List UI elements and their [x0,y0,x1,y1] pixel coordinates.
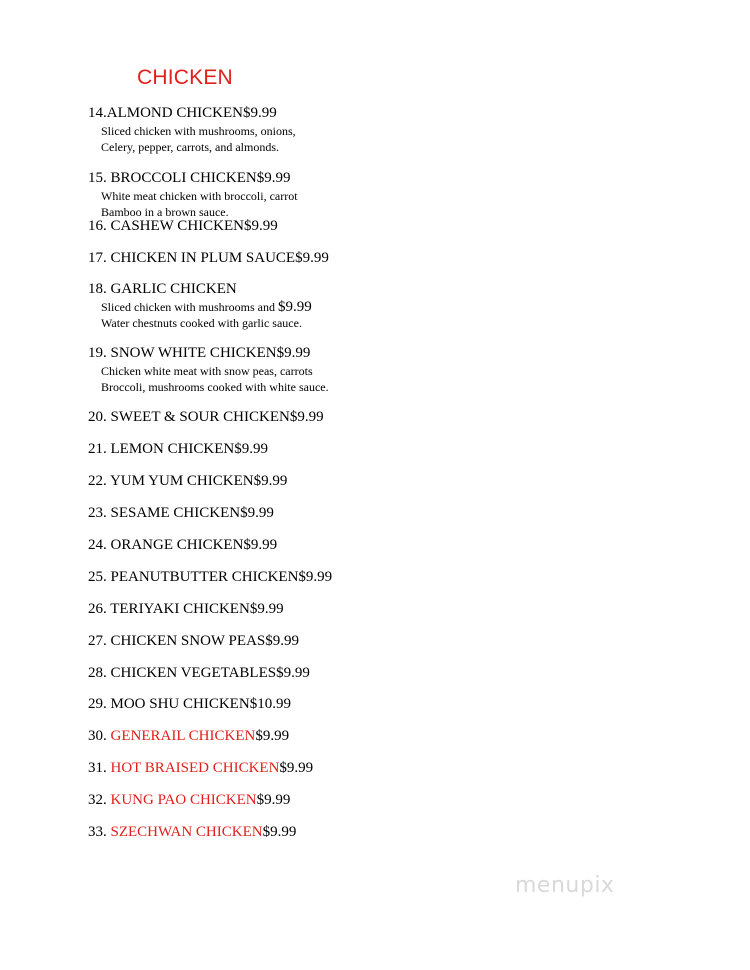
item-number: 30. [88,728,111,744]
item-name: MOO SHU CHICKEN [110,696,250,712]
menu-item-almond-chicken [88,104,296,155]
item-name: GARLIC CHICKEN [110,281,237,297]
item-description: Sliced chicken with mushrooms and [101,300,275,314]
item-name: GENERAIL CHICKEN [110,728,256,744]
menu-item-chicken-snow-peas [88,632,299,651]
item-number: 28. [88,665,111,681]
item-name: PEANUTBUTTER CHICKEN [110,569,299,585]
item-price: $9.99 [255,728,290,744]
item-name: CHICKEN IN PLUM SAUCE [110,250,296,266]
menu-item-sweet-sour-chicken [88,408,324,427]
menu-item-orange-chicken [88,536,277,555]
item-price: $9.99 [256,170,291,186]
item-price: $9.99 [298,569,333,585]
item-name: YUM YUM CHICKEN [109,473,254,489]
menu-item-generail-chicken [88,727,289,746]
menu-item-peanutbutter-chicken [88,568,332,587]
item-number: 19. [88,345,111,361]
item-number: 15. [88,170,111,186]
item-name: CHICKEN SNOW PEAS [110,633,266,649]
menu-item-broccoli-chicken [88,169,298,220]
item-number: 17. [88,250,111,266]
item-name: CHICKEN VEGETABLES [110,665,277,681]
item-number: 31. [88,760,111,776]
item-name: SWEET & SOUR CHICKEN [110,409,290,425]
item-number: 23. [88,505,111,521]
item-price: $9.99 [276,345,311,361]
item-description: Sliced chicken with mushrooms, onions, [101,124,296,138]
menu-item-kung-pao-chicken [88,791,290,810]
item-price: $9.99 [234,441,268,457]
item-description: Chicken white meat with snow peas, carrots [101,364,313,378]
menu-item-chicken-vegetables [88,664,310,683]
item-price: $9.99 [243,218,278,234]
menu-item-sesame-chicken [88,504,274,523]
item-name: CASHEW CHICKEN [110,218,244,234]
item-number: 25. [88,569,111,585]
menu-item-garlic-chicken [88,280,312,331]
item-price: $9.99 [243,105,277,121]
item-price: $9.99 [277,299,312,315]
item-number: 29. [88,696,111,712]
item-name: SNOW WHITE CHICKEN [110,345,277,361]
item-price: $9.99 [295,250,329,266]
item-description: Bamboo in a brown sauce. [101,205,229,219]
item-name: ORANGE CHICKEN [110,537,244,553]
item-number: 22. [88,473,110,489]
item-price: $9.99 [276,665,310,681]
item-price: $9.99 [243,537,278,553]
item-number: 14. [88,105,107,121]
item-number: 16. [88,218,111,234]
item-number: 18. [88,281,111,297]
item-description: White meat chicken with broccoli, carrot [101,189,298,203]
item-name: SZECHWAN CHICKEN [110,824,263,840]
menu-item-yum-yum-chicken [88,472,287,491]
item-number: 21. [88,441,111,457]
item-number: 33. [88,824,111,840]
item-number: 24. [88,537,111,553]
item-number: 32. [88,792,111,808]
item-price: $9.99 [253,473,288,489]
item-price: $9.99 [265,633,299,649]
item-name: ALMOND CHICKEN [106,105,243,121]
menu-item-cashew-chicken [88,217,278,236]
menupix-watermark: menupix [515,873,615,898]
item-number: 20. [88,409,111,425]
item-price: $9.99 [289,409,324,425]
item-price: $9.99 [262,824,297,840]
page-title: CHICKEN [137,66,233,89]
item-price: $9.99 [249,601,284,617]
item-description: Water chestnuts cooked with garlic sauce. [101,316,302,330]
item-name: TERIYAKI CHICKEN [110,601,250,617]
item-number: 27. [88,633,111,649]
menu-item-chicken-in-plum-sauce [88,249,329,268]
item-description: Celery, pepper, carrots, and almonds. [101,140,280,154]
item-description: Broccoli, mushrooms cooked with white sauce. [101,380,329,394]
item-name: KUNG PAO CHICKEN [110,792,257,808]
menu-item-szechwan-chicken [88,823,296,842]
item-price: $9.99 [240,505,274,521]
menu-item-teriyaki-chicken [88,600,284,619]
item-price: $10.99 [249,696,291,712]
item-name: SESAME CHICKEN [110,505,241,521]
item-price: $9.99 [256,792,291,808]
menu-item-lemon-chicken [88,440,268,459]
item-name: BROCCOLI CHICKEN [110,170,257,186]
item-name: HOT BRAISED CHICKEN [110,760,280,776]
menu-item-hot-braised-chicken [88,759,313,778]
item-price: $9.99 [279,760,314,776]
item-name: LEMON CHICKEN [110,441,235,457]
menu-item-moo-shu-chicken [88,695,291,714]
menu-item-snow-white-chicken [88,344,329,395]
item-number: 26. [88,601,111,617]
